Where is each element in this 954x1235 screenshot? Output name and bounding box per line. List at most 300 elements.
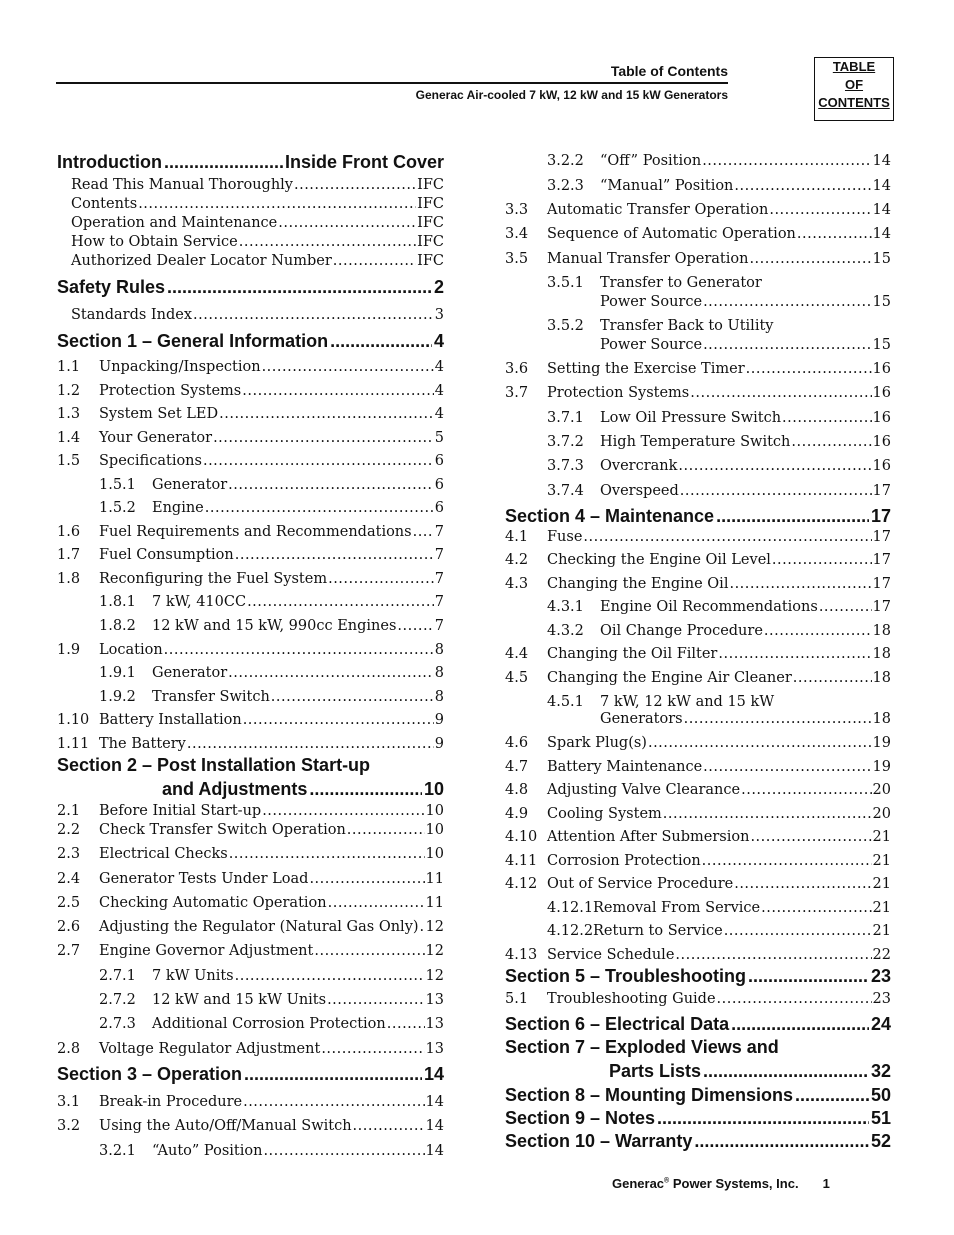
toc-entry-number: 1.8 — [57, 571, 81, 587]
toc-leader-dots — [164, 152, 283, 173]
toc-entry-number: 1.9.2 — [99, 689, 136, 705]
toc-leader-dots — [746, 361, 872, 377]
toc-page-number: 12 — [425, 943, 444, 959]
toc-entry-text: Setting the Exercise Timer — [547, 361, 745, 377]
toc-entry[interactable] — [57, 943, 444, 959]
toc-entry-text: Power Source — [600, 337, 703, 353]
toc-entry[interactable] — [71, 177, 444, 193]
toc-entry-number: 4.7 — [505, 759, 529, 775]
toc-page-number: 8 — [434, 665, 444, 681]
toc-entry-number: 3.7.1 — [547, 410, 584, 426]
toc-leader-dots — [278, 215, 416, 231]
toc-page-number: 15 — [872, 294, 891, 310]
toc-leader-dots — [193, 307, 434, 323]
toc-entry-text: Power Source — [600, 294, 703, 310]
toc-section-heading[interactable] — [162, 779, 444, 800]
toc-leader-dots — [680, 483, 872, 499]
running-header-subtitle: Generac Air-cooled 7 kW, 12 kW and 15 kW Generators — [415, 88, 728, 102]
toc-section-heading[interactable] — [57, 755, 370, 776]
toc-entry-number: 1.10 — [57, 712, 90, 728]
toc-entry-text: Battery Maintenance — [547, 759, 703, 775]
toc-entry-text: Overspeed — [600, 483, 679, 499]
toc-leader-dots — [718, 646, 871, 662]
toc-page-number: 17 — [872, 483, 891, 499]
toc-entry-text: Contents — [71, 196, 138, 212]
toc-entry-text: Transfer Back to Utility — [600, 318, 774, 334]
running-header-title: Table of Contents — [610, 63, 728, 79]
toc-leader-dots — [702, 853, 872, 869]
toc-page-number: 19 — [872, 735, 891, 751]
toc-entry[interactable] — [57, 846, 444, 862]
toc-leader-dots — [795, 1085, 869, 1106]
toc-entry-text: Your Generator — [99, 430, 213, 446]
toc-entry-number: 1.8.1 — [99, 594, 136, 610]
toc-page-number: 6 — [434, 453, 444, 469]
toc-heading-text: Safety Rules — [57, 277, 166, 297]
toc-leader-dots — [420, 919, 425, 935]
toc-leader-dots — [219, 406, 434, 422]
toc-heading-text: Section 6 – Electrical Data — [505, 1014, 730, 1034]
footer-company: Generac — [612, 1176, 665, 1191]
toc-leader-dots — [741, 782, 871, 798]
toc-page-number: 18 — [872, 711, 891, 727]
toc-leader-dots — [167, 277, 432, 298]
toc-entry-text: Operation and Maintenance — [71, 215, 278, 231]
toc-entry[interactable] — [505, 529, 891, 545]
toc-entry[interactable] — [505, 735, 891, 751]
toc-tab-line: OF — [844, 77, 864, 92]
toc-leader-dots — [263, 1143, 424, 1159]
toc-entry-text: Fuel Requirements and Recommendations — [99, 524, 412, 540]
toc-entry[interactable] — [71, 307, 444, 323]
toc-entry[interactable] — [505, 991, 891, 1007]
toc-entry[interactable] — [57, 919, 444, 935]
toc-entry[interactable] — [99, 665, 444, 681]
toc-entry[interactable] — [505, 576, 891, 592]
toc-page-number: 14 — [425, 1094, 444, 1110]
toc-leader-dots — [663, 806, 872, 822]
toc-entry-text: Engine Oil Recommendations — [600, 599, 818, 615]
toc-page-number: 32 — [870, 1061, 891, 1081]
toc-entry-text: Additional Corrosion Protection — [152, 1016, 386, 1032]
toc-entry[interactable] — [600, 711, 891, 727]
toc-leader-dots — [657, 1108, 869, 1129]
toc-page-number: 22 — [872, 947, 891, 963]
toc-entry-number: 1.9 — [57, 642, 81, 658]
toc-entry[interactable] — [99, 992, 444, 1008]
toc-entry[interactable] — [547, 410, 891, 426]
toc-section-heading[interactable] — [505, 1131, 891, 1152]
toc-entry-number: 2.7.2 — [99, 992, 136, 1008]
toc-entry-number: 4.8 — [505, 782, 529, 798]
toc-entry[interactable] — [57, 642, 444, 658]
toc-page-number: 16 — [872, 458, 891, 474]
toc-entry[interactable] — [547, 434, 891, 450]
toc-entry-text: Protection Systems — [547, 385, 690, 401]
toc-page-number: 21 — [872, 876, 891, 892]
toc-entry-number: 4.11 — [505, 853, 538, 869]
toc-leader-dots — [797, 226, 872, 242]
toc-entry-text: Voltage Regulator Adjustment — [99, 1041, 321, 1057]
toc-heading-text: Section 5 – Troubleshooting — [505, 966, 747, 986]
toc-entry[interactable] — [57, 383, 444, 399]
toc-entry-number: 4.3.1 — [547, 599, 584, 615]
toc-entry-text: Using the Auto/Off/Manual Switch — [99, 1118, 352, 1134]
toc-entry[interactable] — [99, 689, 444, 705]
toc-page-number: 15 — [872, 337, 891, 353]
toc-leader-dots — [328, 571, 434, 587]
toc-leader-dots — [213, 430, 434, 446]
toc-page-number: 10 — [425, 846, 444, 862]
toc-entry[interactable] — [57, 359, 444, 375]
toc-entry-text: Generator Tests Under Load — [99, 871, 309, 887]
toc-leader-dots — [138, 196, 416, 212]
toc-entry[interactable] — [505, 947, 891, 963]
toc-entry-number: 1.5 — [57, 453, 81, 469]
toc-entry[interactable] — [505, 759, 891, 775]
toc-entry-text: Troubleshooting Guide — [547, 991, 716, 1007]
toc-leader-dots — [703, 759, 871, 775]
toc-entry-text: Automatic Transfer Operation — [547, 202, 769, 218]
toc-entry-text: Low Oil Pressure Switch — [600, 410, 782, 426]
toc-entry[interactable] — [71, 215, 444, 231]
toc-entry-number: 4.12.2 — [547, 923, 594, 939]
toc-entry[interactable] — [547, 458, 891, 474]
toc-page-number: 14 — [872, 153, 891, 169]
toc-entry[interactable] — [99, 477, 444, 493]
page-number: 1 — [822, 1176, 830, 1191]
toc-page-number: 51 — [870, 1108, 891, 1128]
toc-leader-dots — [328, 895, 425, 911]
toc-entry-text: How to Obtain Service — [71, 234, 238, 250]
toc-entry[interactable] — [71, 234, 444, 250]
toc-entry[interactable] — [505, 829, 891, 845]
toc-entry-text: Checking Automatic Operation — [99, 895, 327, 911]
toc-leader-dots — [262, 803, 424, 819]
toc-section-heading[interactable] — [505, 1085, 891, 1106]
toc-entry-text: Standards Index — [71, 307, 193, 323]
toc-entry[interactable] — [547, 923, 891, 939]
toc-entry-text: Spark Plug(s) — [547, 735, 647, 751]
toc-entry-number: 3.2.2 — [547, 153, 584, 169]
toc-page-number: 21 — [872, 853, 891, 869]
toc-entry-number: 3.7 — [505, 385, 529, 401]
toc-entry[interactable] — [547, 599, 891, 615]
toc-entry[interactable] — [505, 202, 891, 218]
toc-leader-dots — [772, 552, 872, 568]
toc-entry-number: 2.7.1 — [99, 968, 136, 984]
toc-entry[interactable] — [547, 178, 891, 194]
toc-entry[interactable] — [57, 803, 444, 819]
toc-entry-number: 1.7 — [57, 547, 81, 563]
toc-leader-dots — [717, 991, 872, 1007]
toc-leader-dots — [229, 846, 425, 862]
toc-leader-dots — [164, 642, 434, 658]
toc-heading-text: Section 9 – Notes — [505, 1108, 656, 1128]
toc-entry-number: 2.4 — [57, 871, 81, 887]
toc-entry[interactable] — [99, 1016, 444, 1032]
toc-heading-text: Section 4 – Maintenance — [505, 506, 715, 526]
toc-section-heading[interactable] — [609, 1061, 891, 1082]
toc-leader-dots — [397, 618, 433, 634]
toc-entry[interactable] — [505, 226, 891, 242]
toc-entry-text: Return to Service — [593, 923, 723, 939]
toc-entry-number: 3.2 — [57, 1118, 81, 1134]
toc-heading-text: Section 7 – Exploded Views and — [505, 1037, 779, 1057]
toc-leader-dots — [675, 947, 871, 963]
toc-page-number: 18 — [872, 623, 891, 639]
toc-entry-number: 4.12 — [505, 876, 538, 892]
toc-entry-text: Engine Governor Adjustment — [99, 943, 314, 959]
toc-entry[interactable] — [57, 1094, 444, 1110]
toc-section-heading[interactable] — [57, 152, 444, 173]
toc-entry-text: Sequence of Automatic Operation — [547, 226, 796, 242]
toc-page-number: 7 — [434, 618, 444, 634]
toc-entry[interactable] — [57, 547, 444, 563]
toc-entry[interactable] — [505, 646, 891, 662]
toc-page-number: 7 — [434, 594, 444, 610]
toc-entry-number: 1.5.1 — [99, 477, 136, 493]
toc-leader-dots — [684, 711, 872, 727]
toc-entry[interactable] — [57, 430, 444, 446]
toc-page-number: 10 — [423, 779, 444, 799]
toc-heading-text: and Adjustments — [162, 779, 308, 799]
toc-entry[interactable] — [99, 594, 444, 610]
toc-entry[interactable] — [57, 406, 444, 422]
toc-leader-dots — [703, 294, 871, 310]
page-footer — [612, 1176, 830, 1191]
toc-entry-number: 2.8 — [57, 1041, 81, 1057]
toc-entry-number: 1.1 — [57, 359, 81, 375]
toc-page-number: 4 — [434, 383, 444, 399]
toc-entry-text: Unpacking/Inspection — [99, 359, 261, 375]
toc-page-number: 23 — [872, 991, 891, 1007]
toc-entry-text: Specifications — [99, 453, 202, 469]
toc-entry-text: 7 kW, 12 kW and 15 kW — [600, 694, 775, 710]
toc-heading-text: Section 2 – Post Installation Start-up — [57, 755, 371, 775]
toc-entry-text: Changing the Engine Oil — [547, 576, 729, 592]
toc-tab-line: TABLE — [832, 59, 876, 74]
toc-entry[interactable] — [505, 251, 891, 267]
toc-section-heading[interactable] — [57, 1064, 444, 1085]
toc-page-number: 14 — [425, 1143, 444, 1159]
toc-entry[interactable] — [547, 153, 891, 169]
toc-entry-text: Generator — [152, 477, 228, 493]
toc-entry[interactable] — [547, 483, 891, 499]
toc-entry-text: Before Initial Start-up — [99, 803, 262, 819]
toc-leader-dots — [716, 506, 869, 527]
toc-entry[interactable] — [99, 618, 444, 634]
toc-entry-text: Oil Change Procedure — [600, 623, 763, 639]
toc-entry-number: 1.4 — [57, 430, 81, 446]
toc-entry[interactable] — [99, 968, 444, 984]
toc-entry[interactable] — [57, 1118, 444, 1134]
toc-tab-box — [814, 57, 894, 121]
toc-entry-number: 3.7.3 — [547, 458, 584, 474]
toc-page-number: 14 — [425, 1118, 444, 1134]
toc-entry-number: 4.1 — [505, 529, 529, 545]
toc-leader-dots — [321, 1041, 424, 1057]
toc-entry[interactable] — [99, 1143, 444, 1159]
toc-entry[interactable] — [505, 853, 891, 869]
toc-entry[interactable] — [600, 294, 891, 310]
toc-section-heading[interactable] — [505, 506, 891, 527]
toc-entry-text: Adjusting the Regulator (Natural Gas Only) — [99, 919, 419, 935]
toc-entry-number: 1.5.2 — [99, 500, 136, 516]
toc-page-number: 2 — [433, 277, 444, 297]
toc-entry[interactable] — [57, 712, 444, 728]
toc-entry-text: Adjusting Valve Clearance — [547, 782, 741, 798]
toc-page-number: 6 — [434, 500, 444, 516]
toc-section-heading[interactable] — [505, 1037, 779, 1058]
toc-entry[interactable] — [547, 900, 891, 916]
toc-entry-text: Generators — [600, 711, 683, 727]
toc-entry[interactable] — [505, 361, 891, 377]
toc-page-number: 7 — [434, 571, 444, 587]
toc-leader-dots — [703, 1061, 869, 1082]
toc-leader-dots — [244, 1064, 422, 1085]
toc-entry-text: Fuse — [547, 529, 583, 545]
toc-entry-number: 4.4 — [505, 646, 529, 662]
toc-entry-text: Check Transfer Switch Operation — [99, 822, 346, 838]
toc-entry[interactable] — [547, 275, 891, 291]
toc-entry-number: 3.2.3 — [547, 178, 584, 194]
toc-entry-text: Changing the Engine Air Cleaner — [547, 670, 792, 686]
toc-entry-text: Location — [99, 642, 163, 658]
toc-leader-dots — [294, 177, 416, 193]
toc-entry-number: 1.11 — [57, 736, 90, 752]
toc-entry[interactable] — [57, 571, 444, 587]
toc-entry[interactable] — [505, 876, 891, 892]
toc-leader-dots — [703, 337, 871, 353]
toc-leader-dots — [228, 665, 434, 681]
toc-entry[interactable] — [57, 871, 444, 887]
toc-entry-text: Checking the Engine Oil Level — [547, 552, 771, 568]
toc-leader-dots — [690, 385, 871, 401]
toc-entry-text: Attention After Submersion — [547, 829, 750, 845]
toc-heading-text: Section 1 – General Information — [57, 331, 329, 351]
toc-entry[interactable] — [547, 318, 891, 334]
toc-leader-dots — [387, 1016, 425, 1032]
toc-page-number: 17 — [870, 506, 891, 526]
toc-entry[interactable] — [57, 822, 444, 838]
toc-page-number: 13 — [425, 1016, 444, 1032]
toc-entry[interactable] — [71, 253, 444, 269]
toc-entry[interactable] — [57, 1041, 444, 1057]
toc-heading-text: Introduction — [57, 152, 162, 172]
toc-section-heading[interactable] — [505, 1014, 891, 1035]
toc-section-heading[interactable] — [505, 966, 891, 987]
toc-entry-number: 4.5 — [505, 670, 529, 686]
toc-section-heading[interactable] — [57, 277, 444, 298]
toc-entry[interactable] — [505, 670, 891, 686]
toc-page-number: 16 — [872, 385, 891, 401]
toc-leader-dots — [694, 1131, 869, 1152]
toc-leader-dots — [761, 900, 871, 916]
toc-leader-dots — [314, 943, 424, 959]
toc-entry-text: Manual Transfer Operation — [547, 251, 749, 267]
toc-entry-text: “Manual” Position — [600, 178, 734, 194]
toc-heading-text: Section 3 – Operation — [57, 1064, 243, 1084]
toc-page-number: 21 — [872, 923, 891, 939]
toc-entry[interactable] — [71, 196, 444, 212]
toc-entry-text: Generator — [152, 665, 228, 681]
toc-entry[interactable] — [99, 500, 444, 516]
toc-entry-text: Transfer Switch — [152, 689, 270, 705]
toc-leader-dots — [205, 500, 434, 516]
toc-entry[interactable] — [57, 895, 444, 911]
toc-page-number: 20 — [872, 782, 891, 798]
toc-entry-number: 1.8.2 — [99, 618, 136, 634]
toc-entry-text: Protection Systems — [99, 383, 242, 399]
toc-leader-dots — [239, 234, 416, 250]
toc-entry[interactable] — [505, 385, 891, 401]
toc-page-number: 13 — [425, 992, 444, 1008]
toc-page-number: Inside Front Cover — [284, 152, 444, 172]
toc-entry-text: 7 kW Units — [152, 968, 234, 984]
toc-page-number: 15 — [872, 251, 891, 267]
toc-page-number: 17 — [872, 576, 891, 592]
toc-entry[interactable] — [505, 806, 891, 822]
toc-entry[interactable] — [57, 736, 444, 752]
toc-page-number: IFC — [417, 234, 444, 250]
toc-entry[interactable] — [57, 524, 444, 540]
toc-entry-number: 2.7.3 — [99, 1016, 136, 1032]
toc-entry-number: 3.2.1 — [99, 1143, 136, 1159]
toc-entry[interactable] — [600, 337, 891, 353]
toc-page-number: 4 — [434, 406, 444, 422]
toc-leader-dots — [309, 871, 424, 887]
toc-entry-number: 4.3 — [505, 576, 529, 592]
toc-leader-dots — [648, 735, 872, 751]
toc-entry-number: 2.2 — [57, 822, 81, 838]
toc-leader-dots — [187, 736, 434, 752]
toc-leader-dots — [764, 623, 872, 639]
toc-leader-dots — [819, 599, 872, 615]
toc-page-number: 14 — [872, 226, 891, 242]
toc-tab-line: CONTENTS — [818, 95, 890, 110]
toc-entry-text: Break-in Procedure — [99, 1094, 243, 1110]
toc-entry-number: 2.6 — [57, 919, 81, 935]
toc-entry[interactable] — [505, 782, 891, 798]
toc-page-number: 17 — [872, 529, 891, 545]
toc-leader-dots — [353, 1118, 425, 1134]
toc-entry-text: Changing the Oil Filter — [547, 646, 718, 662]
toc-page-number: 8 — [434, 642, 444, 658]
toc-leader-dots — [750, 829, 871, 845]
toc-leader-dots — [749, 251, 871, 267]
toc-page-number: 13 — [425, 1041, 444, 1057]
toc-entry[interactable] — [505, 552, 891, 568]
toc-entry[interactable] — [547, 694, 891, 710]
toc-leader-dots — [247, 594, 434, 610]
toc-entry-number: 4.3.2 — [547, 623, 584, 639]
toc-section-heading[interactable] — [505, 1108, 891, 1129]
toc-leader-dots — [309, 779, 422, 800]
toc-page-number: 52 — [870, 1131, 891, 1151]
toc-section-heading[interactable] — [57, 331, 444, 352]
toc-page-number: 9 — [434, 736, 444, 752]
toc-leader-dots — [782, 410, 872, 426]
toc-leader-dots — [235, 547, 434, 563]
toc-page-number: IFC — [417, 253, 444, 269]
toc-entry-number: 3.3 — [505, 202, 529, 218]
toc-entry[interactable] — [57, 453, 444, 469]
toc-page-number: 14 — [423, 1064, 444, 1084]
toc-page-number: 19 — [872, 759, 891, 775]
toc-leader-dots — [583, 529, 871, 545]
toc-entry[interactable] — [547, 623, 891, 639]
